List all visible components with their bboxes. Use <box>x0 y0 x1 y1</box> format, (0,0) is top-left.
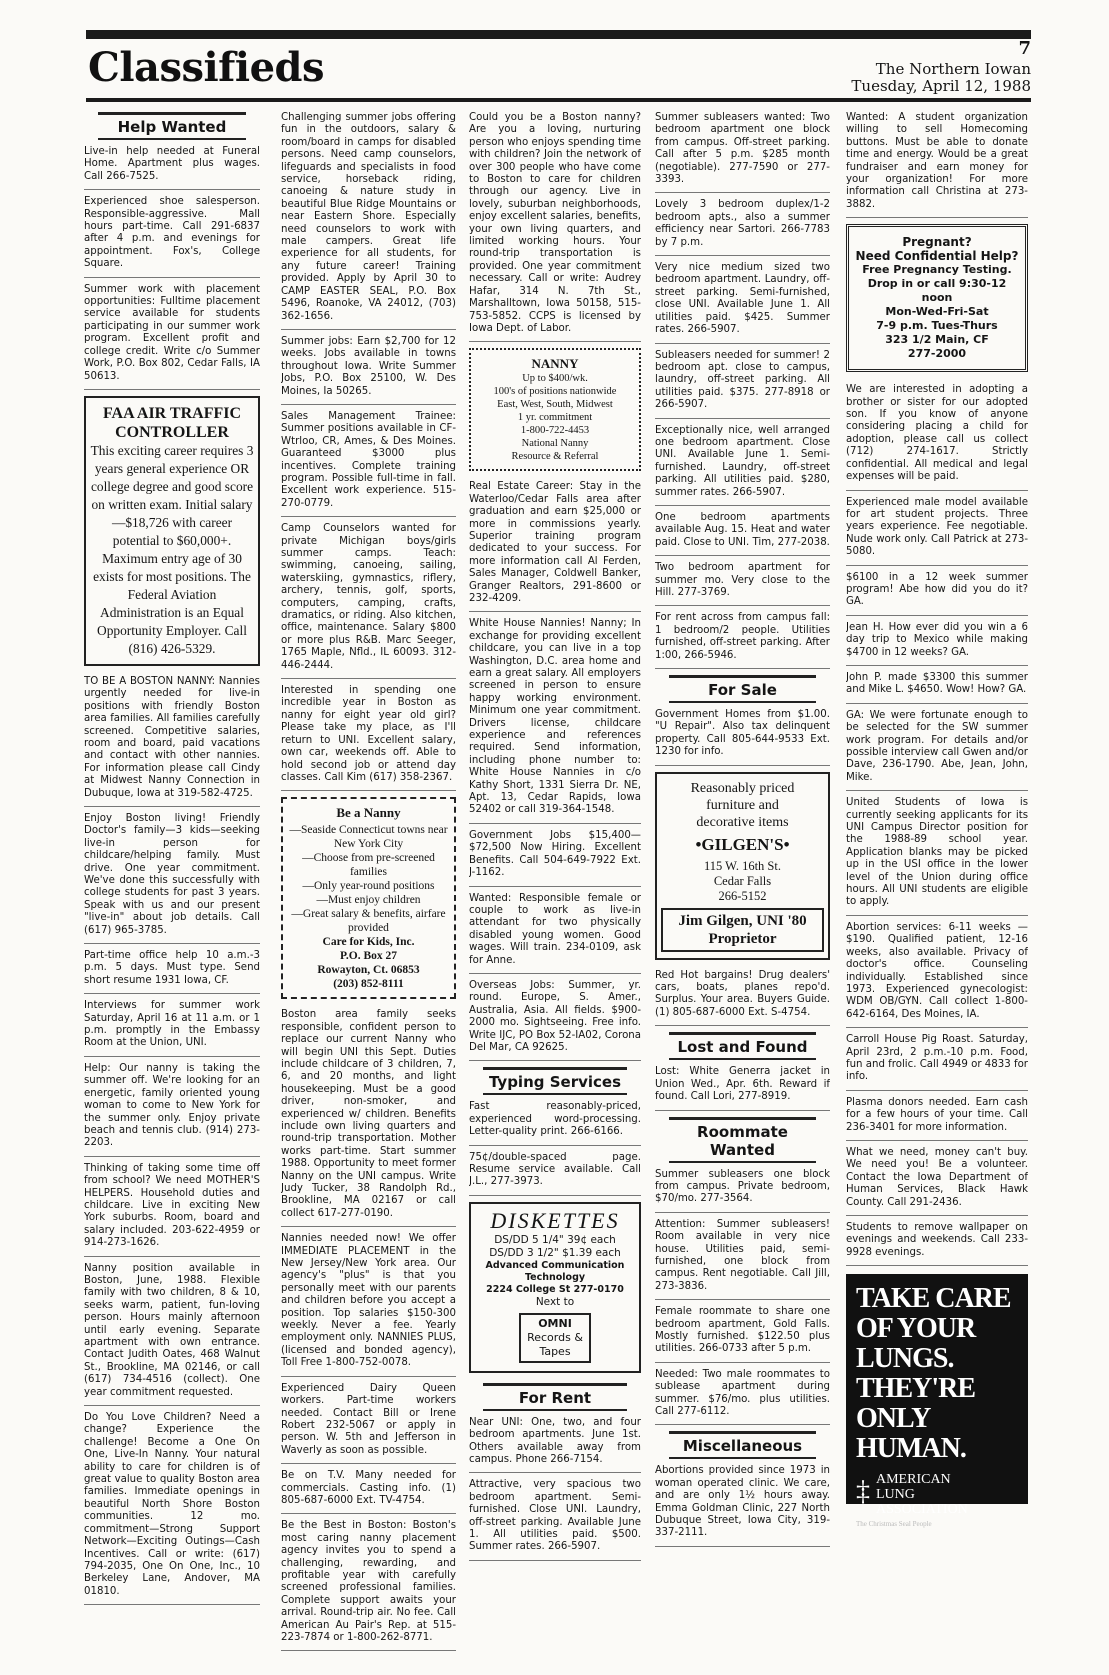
omni-records-box <box>519 1313 591 1363</box>
classified-ad: Red Hot bargains! Drug dealers' cars, boats, planes repo'd. Surplus. Your area. Buyers Guide. (1) 805-687-6000 Ext. S-4754. <box>655 970 830 1027</box>
gilgens-proprietor <box>661 908 824 952</box>
classified-ad: Exceptionally nice, well arranged one bedroom apartment. Close UNI. Available June 1. Semi-furnished. Laundry, off-street parking. All utilities paid. $280, summer rates. 266-5907. <box>655 425 830 506</box>
diskettes-next-to: Next to <box>535 1295 575 1308</box>
nanny-box-contact: P.O. Box 27 <box>339 950 398 963</box>
classified-ad: Near UNI: One, two, and four bedroom apartments. June 1st. Others available away from campus. Phone 266-7154. <box>469 1417 641 1474</box>
nanny-star-line: East, West, South, Midwest <box>497 399 613 411</box>
diskettes-title: DISKETTES <box>490 1207 620 1233</box>
nanny-box-contact: Care for Kids, Inc. <box>322 936 415 949</box>
gilgens-city: Cedar Falls <box>713 873 772 888</box>
classified-ad: Summer subleasers one block from campus. Private bedroom, $70/mo. 277-3564. <box>655 1169 830 1213</box>
nanny-star-line: 1 yr. commitment <box>517 412 593 424</box>
classified-ad: Summer jobs: Earn $2,700 for 12 weeks. Jobs available in towns throughout Iowa. Write Summer Jobs, P.O. Box 25100, W. Des Moines, Ia 50265. <box>281 336 456 405</box>
section-heading-for-sale: For Sale <box>669 675 816 703</box>
classified-ad: Real Estate Career: Stay in the Waterloo/Cedar Falls area after graduation and earn $25,000 or more in commissions yearly. Superior training program dedicated to your success. For more information call Al Ferden, Sales Manager, Coldwell Banker, Granger Realtors, 291-8600 or 232-4209. <box>469 481 641 612</box>
classified-ad: Fast reasonably-priced, experienced word-processing. Letter-quality print. 266-6166. <box>469 1101 641 1145</box>
classified-ad: Nannies needed now! We offer IMMEDIATE PLACEMENT in the New Jersey/New York area. Our agency's "plus" is that you personally meet with our parents and children before you accept a position. Top salaries $150-300 weekly. Never a fee. Yearly employment only. NANNIES PLUS, (licensed and bonded agency), Toll Free 1-800-752-0078. <box>281 1233 456 1376</box>
classified-ad: Wanted: A student organization willing to sell Homecoming buttons. Must be able to donate time and energy. Would be a great fundraiser and earn money for your organization! For more information call Christina at 273-3882. <box>846 112 1028 218</box>
nanny-box-title: Be a Nanny <box>336 805 401 821</box>
preg-line: 7-9 p.m. Tues-Thurs <box>876 319 998 333</box>
classified-ad: Experienced male model available for art student projects. Three years experience. Fee negotiable. Nude work only. Call Patrick at 273-5080. <box>846 497 1028 566</box>
classified-ad: Live-in help needed at Funeral Home. Apartment plus wages. Call 266-7525. <box>84 146 260 190</box>
lung-org <box>856 1472 1018 1532</box>
classified-ad: Jean H. How ever did you win a 6 day trip to Mexico while making $4700 in 12 weeks? GA. <box>846 622 1028 666</box>
classified-ad: Interviews for summer work Saturday, April 16 at 11 a.m. or 1 p.m. promptly in the Embassy Room at the Union, UNI. <box>84 1000 260 1057</box>
classified-ad: We are interested in adopting a brother or sister for our adopted son. If you know of anyone considering placing a child for adoption, please call us collect (712) 274-1617. Strictly confidential. All medical and legal expenses will be paid. <box>846 384 1028 490</box>
classified-ad: 75¢/double-spaced page. Resume service available. Call J.L., 277-3973. <box>469 1152 641 1196</box>
issue-date: Tuesday, April 12, 1988 <box>851 77 1031 95</box>
section-heading-help-wanted: Help Wanted <box>98 112 246 140</box>
nanny-box-contact: (203) 852-8111 <box>333 978 404 991</box>
preg-line: Drop in or call 9:30-12 noon <box>867 277 1007 305</box>
nanny-box-line: —Seaside Connecticut towns near New York City <box>289 824 448 851</box>
gilgens-display-ad <box>655 772 830 960</box>
classified-ad: Help: Our nanny is taking the summer off. We're looking for an energetic, family oriented young woman to come to New York for the summer only. Enjoy private beach and tennis club. (914) 273-2203. <box>84 1063 260 1157</box>
faa-display-ad <box>84 396 260 666</box>
diskettes-price: DS/DD 3 1/2" $1.39 each <box>489 1246 621 1259</box>
nanny-box-line: —Only year-round positions <box>302 880 435 893</box>
classified-ad: Needed: Two male roommates to sublease apartment during summer. $76/mo. plus utilities. Call 277-6112. <box>655 1369 830 1426</box>
gilgens-name: •GILGEN'S• <box>695 834 790 854</box>
classified-ad: Students to remove wallpaper on evenings and weekends. Call 233-9928 evenings. <box>846 1222 1028 1266</box>
faa-body: This exciting career requires 3 years general experience OR college degree and good score on written exam. Initial salary—$18,726 with career potential to $60,000+. Maximum entry age of 30 exists for most positions. The Federal Aviation Administration is an Equal Opportunity Employer. Call (816) 426-5329. <box>90 442 254 656</box>
classified-ad: What we need, money can't buy. We need you! Be a volunteer. Contact the Iowa Department of Human Services, Black Hawk County. Call 291-2436. <box>846 1147 1028 1216</box>
nanny-star-line: Resource & Referral <box>511 451 599 463</box>
double-cross-icon: ‡ <box>856 1476 870 1508</box>
classified-ad: $6100 in a 12 week summer program! Abe how did you do it? GA. <box>846 572 1028 616</box>
classified-ad: GA: We were fortunate enough to be selected for the SW summer work program. For details and/or possible interview call Gwen and/or Dave, 236-1790. Abe, Jean, John, Mike. <box>846 710 1028 791</box>
classified-ad: Do You Love Children? Need a change? Experience the challenge! Become a One On One, Live-In Nanny. Your natural ability to care for children is of great value to quality Boston area families. Immediate openings in beautiful North Shore Boston communities. 12 mo. commitment—Strong Support Network—Exciting Outings—Cash Incentives. Call or write: (617) 794-2035, One On One, Inc., 10 Berkeley Lane, Andover, MA 01810. <box>84 1412 260 1605</box>
lung-org-line: LUNG <box>876 1487 915 1503</box>
paper-name: The Northern Iowan <box>875 60 1031 78</box>
lung-org-line: AMERICAN <box>876 1472 951 1488</box>
section-heading-roommate-wanted: Roommate Wanted <box>669 1117 816 1163</box>
classified-ad: John P. made $3300 this summer and Mike L. $4650. Wow! How? GA. <box>846 672 1028 704</box>
classified-ad: White House Nannies! Nanny; In exchange for providing excellent childcare, you can live in a top Washington, D.C. area home and earn a great salary. All employers screened in person to ensure happy working environment. Minimum one year commitment. Drivers license, childcare experience and references required. Send information, including phone number to: White House Nannies in c/o Kathy Short, 1331 Sierra Dr. NE, Apt. 13, Cedar Rapids, Iowa 52402 or call 319-364-1548. <box>469 618 641 824</box>
column-5 <box>846 112 1028 1657</box>
preg-title: Pregnant? <box>902 235 972 250</box>
nanny-box-line: —Choose from pre-screened families <box>302 852 435 879</box>
nanny-star-line: 1-800-722-4453 <box>520 425 590 437</box>
gilgens-line: Reasonably priced <box>690 780 795 796</box>
classified-ad: TO BE A BOSTON NANNY: Nannies urgently needed for live-in positions with friendly Boston area families. All families carefully screened. Competitive salaries, room and board, paid vacations and contact with other nannies. For information please call Cindy at Midwest Nanny Connection in Dubuque, Iowa at 319-582-4725. <box>84 676 260 807</box>
diskettes-display-ad <box>469 1202 641 1373</box>
classified-ad: Enjoy Boston living! Friendly Doctor's family—3 kids—seeking live-in person for childcare/helping family. Must drive. One year commitment. We've done this successfully with college students for past 3 years. Speak with us and our present "live-in" about job details. Call (617) 965-3785. <box>84 813 260 944</box>
diskettes-store: Advanced Communication Technology <box>485 1259 625 1283</box>
classified-ad: Attention: Summer subleasers! Room available in very nice house. Utilities paid, semi-furnished, one block from campus. Rent negotiable. Call Jill, 273-3836. <box>655 1219 830 1300</box>
classified-ad: Abortion services: 6-11 weeks —$190. Qualified patient, 12-16 weeks, also available. Privacy of doctor's office. Counseling individually. Established since 1973. Experienced gynecologist: WDM OB/GYN. Call collect 1-800-642-6164, Des Moines, IA. <box>846 922 1028 1028</box>
nanny-box-line: —Great salary & benefits, airfare provided <box>291 908 446 935</box>
classified-ad: Be the Best in Boston: Boston's most caring nanny placement agency invites you to spend a challenging, rewarding, and profitable year with carefully screened professional families. Complete support awaits your arrival. Round-trip air. No fee. Call American Au Pair's Rep. at 515-223-7874 or 1-800-262-8771. <box>281 1520 456 1651</box>
nanny-star-line: National Nanny <box>521 438 589 450</box>
classified-ad: Female roommate to share one bedroom apartment, Gold Falls. Mostly furnished. $122.50 plus utilities. 266-0733 after 5 p.m. <box>655 1306 830 1363</box>
gilgens-phone: 266-5152 <box>718 888 767 903</box>
gilgens-address: 115 W. 16th St. <box>704 858 781 873</box>
column-3 <box>469 112 641 1657</box>
preg-line: Free Pregnancy Testing. <box>862 263 1012 277</box>
classified-ad: Part-time office help 10 a.m.-3 p.m. 5 days. Must type. Send short resume 1931 Iowa, CF. <box>84 950 260 994</box>
column-1 <box>84 112 260 1657</box>
classified-ad: Plasma donors needed. Earn cash for a few hours of your time. Call 236-3401 for more information. <box>846 1097 1028 1141</box>
nanny-star-line: 100's of positions nationwide <box>493 386 617 398</box>
classified-ad: For rent across from campus fall: 1 bedroom/2 people. Utilities furnished, off-street parking. After 1:00, 266-5946. <box>655 612 830 669</box>
lung-headline: LUNGS. <box>856 1343 954 1375</box>
classified-ad: Thinking of taking some time off from school? We need MOTHER'S HELPERS. Household duties and childcare. Live in exciting New York suburbs. Room, board and salary included. 203-622-4959 or 914-273-1626. <box>84 1163 260 1257</box>
classified-ad: Overseas Jobs: Summer, yr. round. Europe, S. Amer., Australia, Asia. All fields. $900-2000 mo. Sightseeing. Free info. Write IJC, PO Box 52-IA02, Corona Del Mar, CA 92625. <box>469 980 641 1061</box>
classified-ad: Summer work with placement opportunities: Fulltime placement service available for students participating in our summer work program. Excellent profit and college credit. Write c/o Summer Work, P.O. Box 802, Cedar Falls, IA 50613. <box>84 284 260 390</box>
diskettes-price: DS/DD 5 1/4" 39¢ each <box>494 1233 616 1246</box>
nanny-box-line: —Must enjoy children <box>316 894 421 907</box>
top-rule <box>86 30 1031 39</box>
omni-name: OMNI <box>538 1316 572 1330</box>
lung-headline: HUMAN. <box>856 1433 966 1465</box>
column-4 <box>655 112 830 1657</box>
section-heading-for-rent: For Rent <box>483 1383 627 1411</box>
pregnancy-help-display-ad <box>846 224 1028 372</box>
proprietor-title: Proprietor <box>708 930 777 947</box>
lung-org-line: ASSOCIATION <box>876 1502 968 1518</box>
classified-ad: Summer subleasers wanted: Two bedroom apartment one block from campus. Off-street parking. Call after 5 p.m. $285 month (negotiable). 277-7590 or 277-3393. <box>655 112 830 193</box>
classified-ad: Very nice medium sized two bedroom apartment. Laundry, off-street parking. Semi-furnished, close UNI. Available June 1. All utilities paid. $425. Summer rates. 266-5907. <box>655 262 830 343</box>
classified-ad: United Students of Iowa is currently seeking applicants for its UNI Campus Director position for the 1988-89 school year. Application blanks may be picked up in the USI office in the lower level of the Union during office hours. All UNI students are eligible to apply. <box>846 797 1028 916</box>
preg-subtitle: Need Confidential Help? <box>855 249 1019 264</box>
lung-org-tagline: The Christmas Seal People <box>856 1520 932 1529</box>
classified-ad: Camp Counselors wanted for private Michigan boys/girls summer camps. Teach: swimming, canoeing, sailing, waterskiing, gymnastics, riflery, archery, tennis, golf, sports, computers, camping, crafts, dramatics, or riding. Also kitchen, office, maintenance. Salary $800 or more plus R&B. Marc Seeger, 1765 Maple, Nfld., IL 60093. 312-446-2444. <box>281 523 456 679</box>
lung-headline: TAKE CARE <box>856 1283 1011 1315</box>
lung-headline: THEY'RE <box>856 1373 976 1405</box>
preg-line: 323 1/2 Main, CF <box>885 333 989 347</box>
page-number: 7 <box>1018 38 1031 59</box>
section-heading-miscellaneous: Miscellaneous <box>669 1431 816 1459</box>
classified-ad: Experienced Dairy Queen workers. Part-time workers needed. Contact Bill or Irene Robert 232-5067 or apply in person. W. 5th and Jefferson in Waverly as soon as possible. <box>281 1383 456 1464</box>
preg-line: 277-2000 <box>907 347 967 361</box>
classified-ad: Subleasers needed for summer! 2 bedroom apt. close to campus, laundry, off-street parking. All utilities paid. $375. 277-8918 or 266-5907. <box>655 350 830 419</box>
nanny-box-contact: Rowayton, Ct. 06853 <box>317 964 420 977</box>
lung-headline: OF YOUR <box>856 1313 976 1345</box>
classified-ad: Wanted: Responsible female or couple to work as live-in attendant for two physically disabled young women. Good wages. Will train. 234-0109, ask for Anne. <box>469 893 641 974</box>
diskettes-address: 2224 College St 277-0170 <box>486 1283 624 1295</box>
classified-ad: Interested in spending one incredible year in Boston as nanny for eight year old girl? Please take my place, as I'll return to UNI. Excellent salary, own car, weekends off. Able to hold second job or attend day classes. Call Kim (617) 358-2367. <box>281 685 456 791</box>
classified-ad: Be on T.V. Many needed for commercials. Casting info. (1) 805-687-6000 Ext. TV-4754. <box>281 1470 456 1514</box>
classified-ad: Government Homes from $1.00. "U Repair". Also tax delinquent property. Call 805-644-9533 Ext. 1230 for info. <box>655 709 830 766</box>
lung-headline: ONLY <box>856 1403 931 1435</box>
faa-title: FAA AIR TRAFFIC CONTROLLER <box>102 404 242 441</box>
classified-ad: One bedroom apartments available Aug. 15. Heat and water paid. Close to UNI. Tim, 277-2038. <box>655 512 830 556</box>
section-title: Classifieds <box>88 44 325 91</box>
column-2 <box>281 112 456 1657</box>
omni-sub: Records & Tapes <box>527 1330 583 1358</box>
classified-ad: Government Jobs $15,400—$72,500 Now Hiring. Excellent Benefits. Call 504-649-7922 Ext. J-1162. <box>469 830 641 887</box>
gilgens-line: decorative items <box>696 814 789 830</box>
proprietor-name: Jim Gilgen, UNI '80 <box>678 912 807 929</box>
masthead-rule <box>86 98 1031 102</box>
be-a-nanny-display-ad <box>281 797 456 999</box>
gilgens-line: furniture and <box>706 797 779 813</box>
classified-ad: Abortions provided since 1973 in woman operated clinic. We care, and are only 1½ hours away. Emma Goldman Clinic, 227 North Dubuque Street, Iowa City, 319-337-2111. <box>655 1465 830 1546</box>
national-nanny-display-ad <box>469 348 641 471</box>
classified-ad: Sales Management Trainee: Summer positions available in CF-Wtrloo, CR, Ames, & Des Moines. Guaranteed $3000 plus incentives. Complete training program. Possible full-time in fall. Excellent work experience. 515-270-0779. <box>281 411 456 517</box>
lung-association-display-ad <box>846 1274 1028 1529</box>
classified-ad: Two bedroom apartment for summer mo. Very close to the Hill. 277-3769. <box>655 562 830 606</box>
preg-line: Mon-Wed-Fri-Sat <box>885 305 989 319</box>
classified-ad: Challenging summer jobs offering fun in the outdoors, salary & room/board in camps for disabled persons. Need camp counselors, lifeguards and specialists in food service, horseback riding, canoeing & nature study in beautiful Blue Ridge Mountains or near Eastern Shore. Especially need counselors to work with male campers. Great life experience for all students, for any future career! Training provided. Apply by April 30 to CAMP EASTER SEAL, P.O. Box 5496, Roanoke, VA 24012, (703) 362-1656. <box>281 112 456 330</box>
classified-ad: Nanny position available in Boston, June, 1988. Flexible family with two children, 8 & 10, seeks warm, patient, fun-loving person. Hours mainly afternoon until early evening. Separate apartment with own entrance. Contact Judith Oates, 468 Walnut St., Brookline, MA 02146, or call (617) 734-4516 (collect). One year commitment requested. <box>84 1263 260 1406</box>
classified-ad: Lovely 3 bedroom duplex/1-2 bedroom apts., also a summer efficiency near Sartori. 266-7783 by 7 p.m. <box>655 199 830 256</box>
classified-ad: Lost: White Generra jacket in Union Wed., Apr. 6th. Reward if found. Call Lori, 277-8919. <box>655 1066 830 1110</box>
classified-ad: Attractive, very spacious two bedroom apartment. Semi-furnished. Close UNI. Laundry, off-street parking. Available June 1. All utilities paid. $500. Summer rates. 266-5907. <box>469 1479 641 1560</box>
classified-ad: Boston area family seeks responsible, confident person to replace our current Nanny who will begin UNI this Sept. Duties include childcare of 3 children, 7, 6, and 20 months, and light housekeeping. Must be a good driver, non-smoker, and experienced w/ children. Benefits include own living quarters and round-trip transportation. Mother works part-time. Start summer 1988. Opportunity to meet former Nanny on the UNI campus. Write Judy Tucker, 38 Randolph Rd., Brookline, MA 02167 or call collect 617-277-0190. <box>281 1009 456 1227</box>
section-heading-typing-services: Typing Services <box>483 1067 627 1095</box>
classified-ad: Could you be a Boston nanny? Are you a loving, nurturing person who enjoys spending time with children? Join the network of over 300 people who have come to Boston to care for children through our agency. Live in lovely, suburban neighborhoods, enjoy excellent salaries, benefits, your own living quarters, and limited working hours. Your round-trip transportation is provided. One year commitment necessary. Call or write: Audrey Hafar, 314 N. 7th St., Marshalltown, Iowa 50158, 515-753-5852. CCPS is licensed by Iowa Dept. of Labor. <box>469 112 641 342</box>
section-heading-lost-and-found: Lost and Found <box>669 1032 816 1060</box>
classified-ad: Carroll House Pig Roast. Saturday, April 23rd, 2 p.m.-10 p.m. Food, fun and frolic. Call 4949 or 4833 for info. <box>846 1034 1028 1091</box>
nanny-star-line: Up to $400/wk. <box>522 373 588 385</box>
classified-ad: Experienced shoe salesperson. Responsible-aggressive. Mall hours part-time. Call 291-6837 after 4 p.m. and evenings for appointment. Fox's, College Square. <box>84 196 260 277</box>
nanny-star-title: NANNY <box>531 356 579 372</box>
